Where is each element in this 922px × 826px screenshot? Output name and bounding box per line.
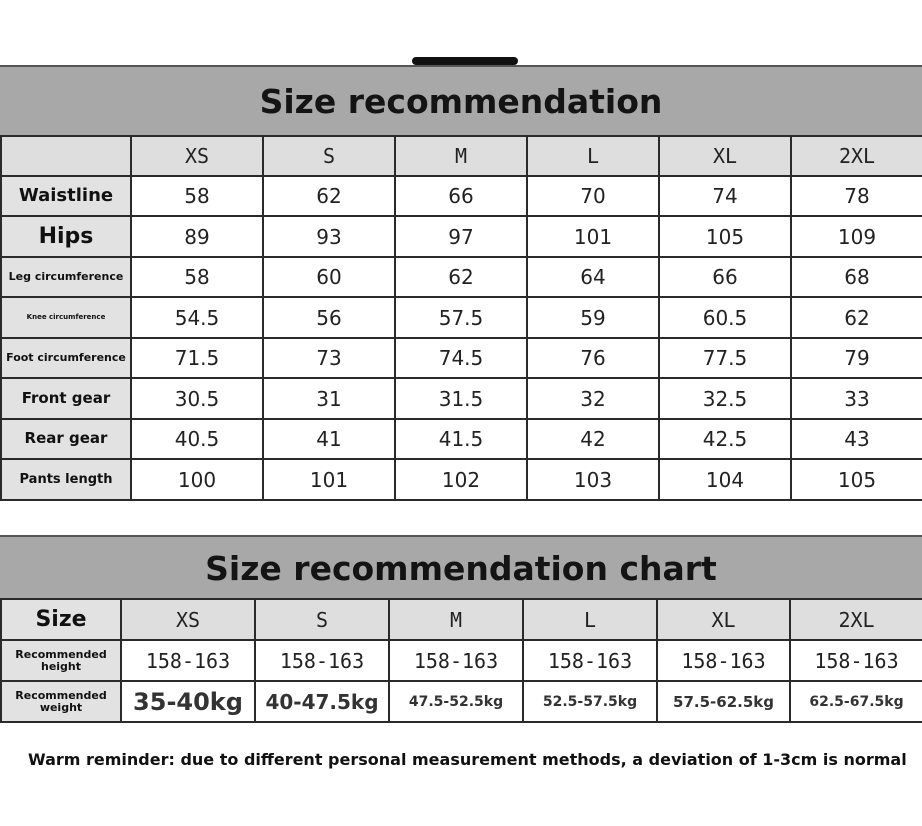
table-cell: 57.5-62.5kg bbox=[657, 681, 790, 722]
size-header-row bbox=[1, 136, 922, 176]
table-cell: 59 bbox=[527, 297, 659, 338]
table-cell: 103 bbox=[527, 459, 659, 500]
table-row bbox=[1, 378, 922, 419]
size-header-2xl: 2XL bbox=[790, 599, 922, 640]
table-row bbox=[1, 459, 922, 500]
row-label-rear-gear: Rear gear bbox=[1, 419, 131, 459]
size-header-m: M bbox=[389, 599, 523, 640]
table-cell: 74 bbox=[659, 176, 791, 216]
table-cell: 60 bbox=[263, 257, 395, 297]
size-label: Size bbox=[1, 599, 121, 640]
table-cell: 100 bbox=[131, 459, 263, 500]
table-cell: 62 bbox=[263, 176, 395, 216]
table-row bbox=[1, 297, 922, 338]
table-cell: 40.5 bbox=[131, 419, 263, 459]
table-cell: 57.5 bbox=[395, 297, 527, 338]
table-row bbox=[1, 419, 922, 459]
table-cell: 35-40kg bbox=[121, 681, 255, 722]
table-cell: 104 bbox=[659, 459, 791, 500]
table-cell: 42 bbox=[527, 419, 659, 459]
row-label-front-gear: Front gear bbox=[1, 378, 131, 419]
table-cell: 32.5 bbox=[659, 378, 791, 419]
table-cell: 54.5 bbox=[131, 297, 263, 338]
table-cell: 73 bbox=[263, 338, 395, 378]
table-cell: 76 bbox=[527, 338, 659, 378]
size-recommendation-chart-title: Size recommendation chart bbox=[0, 535, 922, 599]
table-cell: 62 bbox=[791, 297, 922, 338]
table-cell: 30.5 bbox=[131, 378, 263, 419]
row-label-recommended-weight: Recommended weight bbox=[1, 681, 121, 722]
drag-handle bbox=[412, 57, 518, 65]
table-row bbox=[1, 338, 922, 378]
table-cell: 40-47.5kg bbox=[255, 681, 389, 722]
size-header-l: L bbox=[523, 599, 657, 640]
warm-reminder-note: Warm reminder: due to different personal measurement methods, a deviation of 1-3cm is normal bbox=[28, 750, 907, 769]
table-cell: 74.5 bbox=[395, 338, 527, 378]
table-cell: 71.5 bbox=[131, 338, 263, 378]
table-cell: 52.5-57.5kg bbox=[523, 681, 657, 722]
table-cell: 158-163 bbox=[255, 640, 389, 681]
size-header-s: S bbox=[263, 136, 395, 176]
size-header-m: M bbox=[395, 136, 527, 176]
row-label-pants-length: Pants length bbox=[1, 459, 131, 500]
table-row bbox=[1, 257, 922, 297]
table-row bbox=[1, 640, 922, 681]
table-cell: 31 bbox=[263, 378, 395, 419]
size-header-xl: XL bbox=[657, 599, 790, 640]
height-weight-table bbox=[0, 598, 922, 723]
table-cell: 158-163 bbox=[790, 640, 922, 681]
table-cell: 77.5 bbox=[659, 338, 791, 378]
table-cell: 89 bbox=[131, 216, 263, 257]
table-cell: 158-163 bbox=[389, 640, 523, 681]
table-row bbox=[1, 176, 922, 216]
table-cell: 66 bbox=[659, 257, 791, 297]
table-cell: 32 bbox=[527, 378, 659, 419]
table-cell: 102 bbox=[395, 459, 527, 500]
table-cell: 158-163 bbox=[523, 640, 657, 681]
table-cell: 68 bbox=[791, 257, 922, 297]
table-cell: 60.5 bbox=[659, 297, 791, 338]
header-corner-cell bbox=[1, 136, 131, 176]
table-cell: 56 bbox=[263, 297, 395, 338]
size-header-l: L bbox=[527, 136, 659, 176]
table-cell: 109 bbox=[791, 216, 922, 257]
size-header-row bbox=[1, 599, 922, 640]
table-cell: 47.5-52.5kg bbox=[389, 681, 523, 722]
table-cell: 33 bbox=[791, 378, 922, 419]
table-cell: 105 bbox=[791, 459, 922, 500]
table-cell: 78 bbox=[791, 176, 922, 216]
row-label-knee-circumference: Knee circumference bbox=[1, 297, 131, 338]
size-measurement-table bbox=[0, 135, 922, 501]
size-header-xl: XL bbox=[659, 136, 791, 176]
size-header-2xl: 2XL bbox=[791, 136, 922, 176]
table-cell: 158-163 bbox=[121, 640, 255, 681]
table-cell: 101 bbox=[263, 459, 395, 500]
table-cell: 97 bbox=[395, 216, 527, 257]
table-cell: 31.5 bbox=[395, 378, 527, 419]
row-label-hips: Hips bbox=[1, 216, 131, 257]
table-cell: 58 bbox=[131, 176, 263, 216]
table-cell: 79 bbox=[791, 338, 922, 378]
size-header-xs: XS bbox=[131, 136, 263, 176]
table-cell: 64 bbox=[527, 257, 659, 297]
row-label-recommended-height: Recommended height bbox=[1, 640, 121, 681]
table-row bbox=[1, 216, 922, 257]
table-cell: 41.5 bbox=[395, 419, 527, 459]
table-cell: 158-163 bbox=[657, 640, 790, 681]
table-cell: 70 bbox=[527, 176, 659, 216]
table-cell: 42.5 bbox=[659, 419, 791, 459]
table-cell: 43 bbox=[791, 419, 922, 459]
table-cell: 41 bbox=[263, 419, 395, 459]
table-row bbox=[1, 681, 922, 722]
row-label-waistline: Waistline bbox=[1, 176, 131, 216]
table-cell: 105 bbox=[659, 216, 791, 257]
row-label-foot-circumference: Foot circumference bbox=[1, 338, 131, 378]
size-recommendation-title: Size recommendation bbox=[0, 65, 922, 135]
table-cell: 62.5-67.5kg bbox=[790, 681, 922, 722]
table-cell: 93 bbox=[263, 216, 395, 257]
row-label-leg-circumference: Leg circumference bbox=[1, 257, 131, 297]
table-cell: 58 bbox=[131, 257, 263, 297]
size-header-xs: XS bbox=[121, 599, 255, 640]
table-cell: 62 bbox=[395, 257, 527, 297]
size-header-s: S bbox=[255, 599, 389, 640]
table-cell: 101 bbox=[527, 216, 659, 257]
table-cell: 66 bbox=[395, 176, 527, 216]
